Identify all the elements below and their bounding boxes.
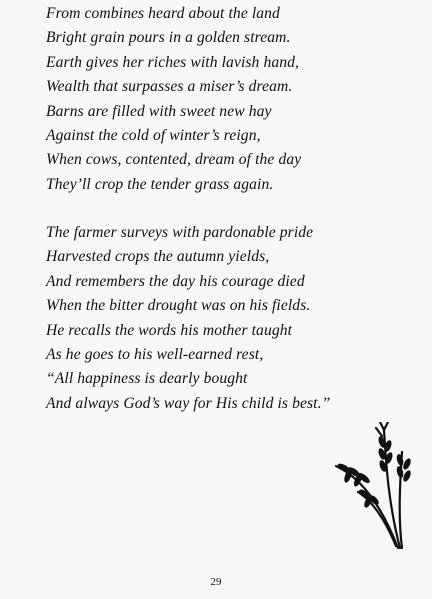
wheat-sheaf-icon xyxy=(322,422,422,550)
poem-line: Against the cold of winter’s reign, xyxy=(46,127,261,145)
poem-line: Wealth that surpasses a miser’s dream. xyxy=(46,78,293,96)
poem-line: And remembers the day his courage died xyxy=(46,272,305,290)
poem-line: The farmer surveys with pardonable pride xyxy=(46,224,314,241)
poem-line: And always God’s way for His child is best.” xyxy=(46,394,331,412)
poem-line: Earth gives her riches with lavish hand, xyxy=(46,53,300,71)
poem-line: Barns are filled with sweet new hay xyxy=(46,102,272,120)
poem-line: From combines heard about the land xyxy=(46,5,280,22)
poem-stanza-1 xyxy=(46,2,301,197)
poem-line: When the bitter drought was on his fields. xyxy=(46,297,311,315)
poem-line: As he goes to his well-earned rest, xyxy=(46,346,264,364)
poem-line: When cows, contented, dream of the day xyxy=(46,151,302,169)
poem-line: He recalls the words his mother taught xyxy=(46,321,293,339)
poem-line: “All happiness is dearly bought xyxy=(46,370,248,388)
page-number: 29 xyxy=(210,576,222,588)
poem-line: Bright grain pours in a golden stream. xyxy=(46,29,291,47)
poem-stanza-2 xyxy=(46,221,330,416)
poem-line: Harvested crops the autumn yields, xyxy=(46,248,270,266)
poem-line: They’ll crop the tender grass again. xyxy=(46,175,274,193)
